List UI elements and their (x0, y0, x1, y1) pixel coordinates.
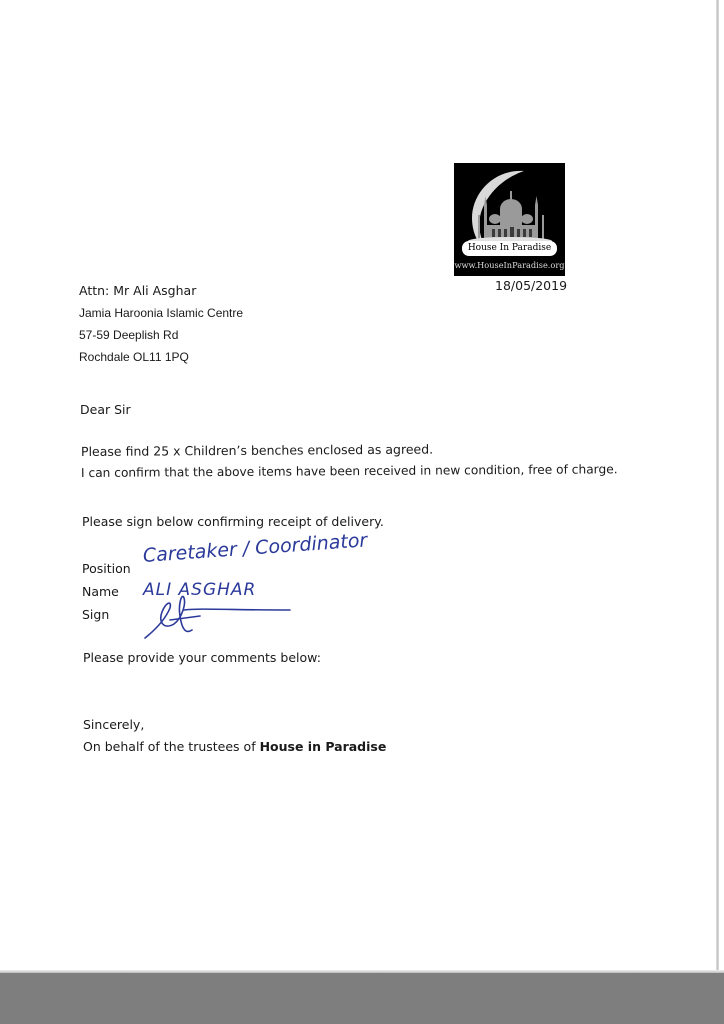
scanner-bed-band (0, 973, 724, 1024)
address-line-3: Rochdale OL11 1PQ (79, 350, 189, 364)
position-label: Position (82, 561, 131, 576)
house-in-paradise-logo (454, 163, 565, 276)
address-line-2: 57-59 Deeplish Rd (79, 328, 179, 342)
logo-name: House In Paradise (462, 241, 557, 256)
closing: Sincerely, (83, 717, 145, 732)
behalf-prefix: On behalf of the trustees of (83, 739, 260, 754)
letter-date: 18/05/2019 (495, 278, 568, 293)
sign-label: Sign (82, 607, 110, 622)
page-edge-shadow (716, 0, 719, 975)
name-label: Name (82, 584, 119, 599)
address-line-1: Jamia Haroonia Islamic Centre (79, 306, 244, 320)
organisation-name: House in Paradise (259, 739, 387, 754)
body-line-1: Please find 25 x Children’s benches enclosed as agreed. (80, 441, 434, 459)
handwritten-name: ALI ASGHAR (143, 580, 257, 600)
salutation: Dear Sir (80, 402, 131, 417)
logo-url: www.HouseInParadise.org (454, 260, 565, 270)
body-line-2: I can confirm that the above items have been received in new condition, free of charge. (80, 462, 618, 480)
behalf-line (83, 739, 386, 754)
handwritten-signature (140, 590, 300, 646)
instruction-line: Please sign below confirming receipt of delivery. (82, 514, 384, 529)
handwritten-position: Caretaker / Coordinator (142, 529, 368, 567)
attention-line: Attn: Mr Ali Asghar (79, 283, 197, 298)
comments-prompt: Please provide your comments below: (83, 650, 321, 665)
